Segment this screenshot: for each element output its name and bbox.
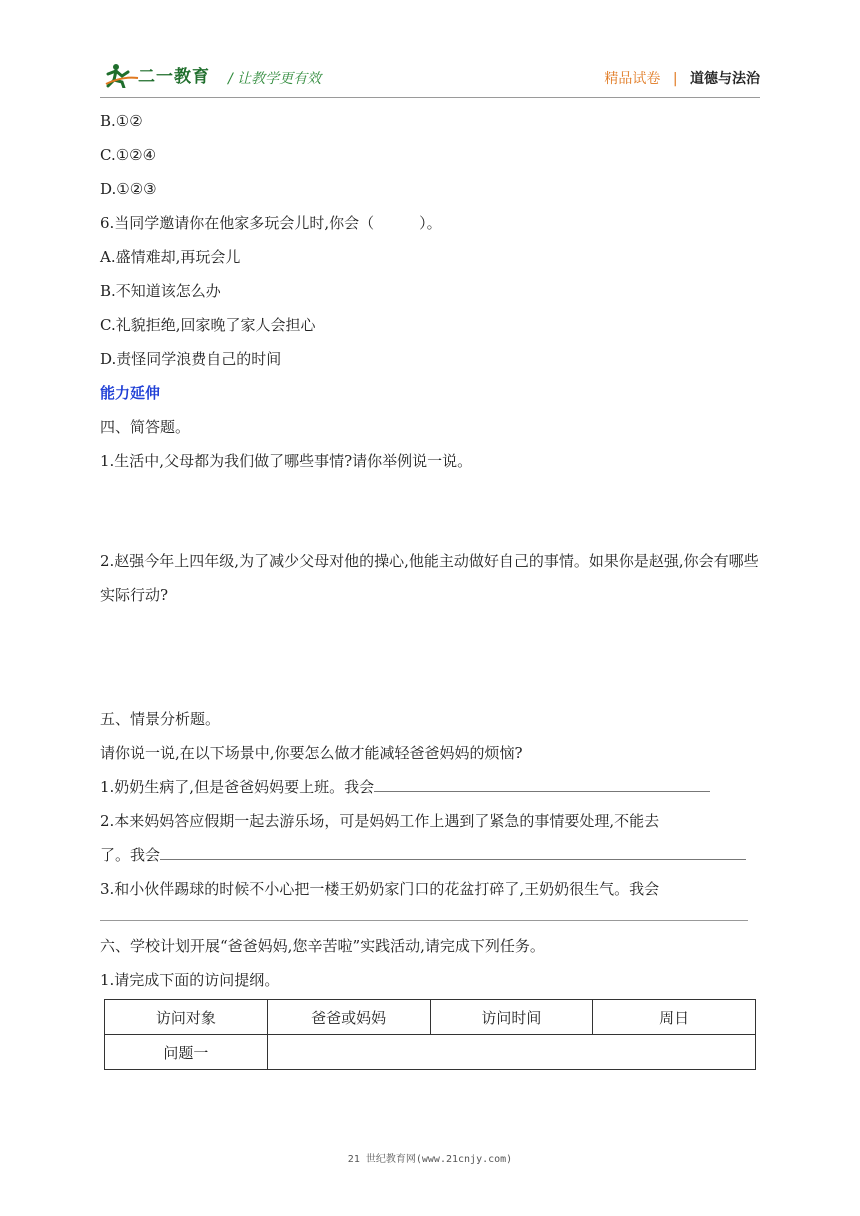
header-subject: 道德与法治 [690,71,760,87]
answer-blank[interactable] [374,771,710,792]
section-4-title: 四、简答题。 [100,418,191,436]
table-cell: 访问时间 [430,1000,593,1035]
section-6-q1: 1.请完成下面的访问提纲。 [100,971,280,989]
option-d: D.①②③ [100,180,157,198]
answer-space [100,612,762,702]
table-cell: 访问对象 [105,1000,268,1035]
brand-name: 二一教育 [138,67,210,87]
table-cell: 周日 [593,1000,756,1035]
q6-option-c: C.礼貌拒绝,回家晚了家人会担心 [100,316,316,334]
option-b: B.①② [100,112,143,130]
interview-outline-table [104,999,756,1070]
answer-space [100,478,762,544]
section-5-q1-text: 1.奶奶生病了,但是爸爸妈妈要上班。我会 [100,778,375,796]
table-row [105,1000,756,1035]
brand-slogan: / 让教学更有效 [228,71,322,87]
section-6-title: 六、学校计划开展“爸爸妈妈,您辛苦啦”实践活动,请完成下列任务。 [100,937,545,955]
header-category: 精品试卷 [604,71,661,87]
table-cell: 爸爸或妈妈 [267,1000,430,1035]
header-right [604,68,760,88]
header-separator: | [672,71,678,87]
q6-option-d: D.责怪同学浪费自己的时间 [100,350,282,368]
section-5-title: 五、情景分析题。 [100,710,221,728]
table-answer-cell[interactable] [267,1035,755,1070]
section-4-q2: 2.赵强今年上四年级,为了减少父母对他的操心,他能主动做好自己的事情。如果你是赵强,你会有哪些实际行动? [100,552,759,604]
document-body [100,104,762,1070]
section-5-q2-text: 了。我会 [100,846,161,864]
table-cell: 问题一 [105,1035,268,1070]
page-footer: 21 世纪教育网(www.21cnjy.com) [347,1154,513,1165]
header-divider [100,97,760,98]
section-4-q1: 1.生活中,父母都为我们做了哪些事情?请你举例说一说。 [100,452,473,470]
section-5-q1 [100,770,762,804]
extension-heading: 能力延伸 [100,384,161,402]
option-c: C.①②④ [100,146,157,164]
answer-blank[interactable] [160,839,746,860]
answer-blank[interactable] [100,906,748,921]
table-row [105,1035,756,1070]
q6-option-b: B.不知道该怎么办 [100,282,221,300]
section-5-q3: 3.和小伙伴踢球的时候不小心把一楼王奶奶家门口的花盆打碎了,王奶奶很生气。我会 [100,880,660,898]
section-5-q2-line2 [100,838,762,872]
section-5-intro: 请你说一说,在以下场景中,你要怎么做才能减轻爸爸妈妈的烦恼? [100,744,523,762]
question-6-stem: 6.当同学邀请你在他家多玩会儿时,你会（ ）。 [100,214,442,232]
q6-option-a: A.盛情难却,再玩会儿 [100,248,241,266]
section-5-q2-line1: 2.本来妈妈答应假期一起去游乐场，可是妈妈工作上遇到了紧急的事情要处理,不能去 [100,812,660,830]
page-header [100,58,760,98]
